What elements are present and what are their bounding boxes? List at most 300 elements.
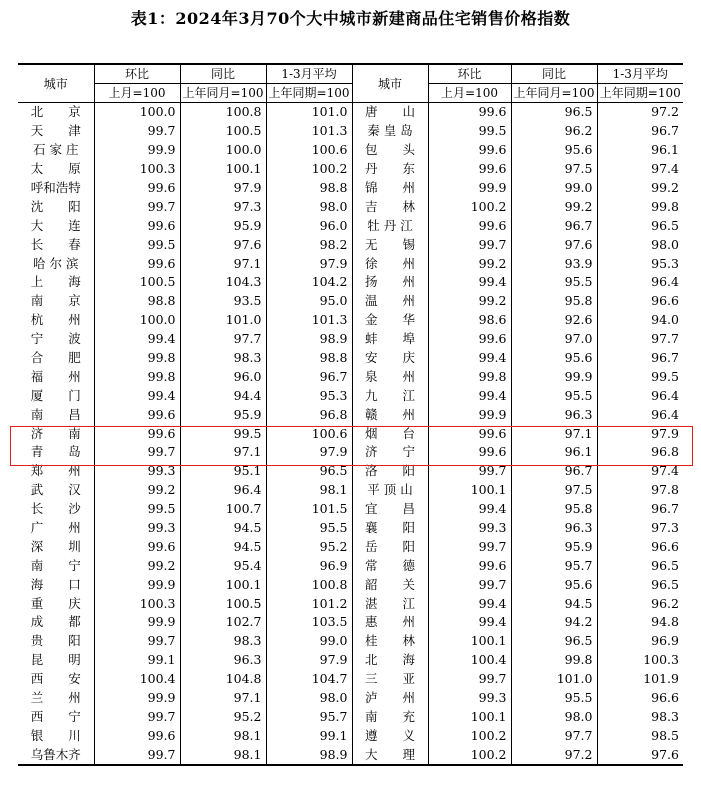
mom-value-right: 99.6 <box>428 160 511 179</box>
yoy-value-left: 100.0 <box>180 141 266 160</box>
avg-value-right: 96.2 <box>597 594 683 613</box>
yoy-value-right: 95.5 <box>511 689 597 708</box>
city-name-right: 湛 江 <box>352 594 428 613</box>
table-row <box>18 745 683 765</box>
avg-value-right: 98.5 <box>597 726 683 745</box>
yoy-value-left: 94.5 <box>180 519 266 538</box>
yoy-value-left: 98.3 <box>180 632 266 651</box>
yoy-value-right: 97.1 <box>511 424 597 443</box>
mom-value-left: 100.0 <box>94 103 180 122</box>
mom-value-left: 99.3 <box>94 462 180 481</box>
avg-value-left: 96.9 <box>266 556 352 575</box>
avg-value-right: 94.8 <box>597 613 683 632</box>
avg-value-left: 100.6 <box>266 424 352 443</box>
city-name-right: 锦 州 <box>352 179 428 198</box>
city-name-left: 昆 明 <box>30 652 81 668</box>
city-name-left: 北 京 <box>30 104 81 120</box>
table-row <box>18 386 683 405</box>
avg-value-left: 95.3 <box>266 386 352 405</box>
avg-value-left: 104.7 <box>266 670 352 689</box>
city-name-left: 南 宁 <box>30 557 81 573</box>
price-index-table <box>18 63 683 766</box>
yoy-value-left: 93.5 <box>180 292 266 311</box>
table-row <box>18 179 683 198</box>
yoy-value-right: 92.6 <box>511 311 597 330</box>
table-title: 表1：2024年3月70个大中城市新建商品住宅销售价格指数 <box>130 9 571 28</box>
mom-value-right: 100.2 <box>428 745 511 765</box>
yoy-value-right: 101.0 <box>511 670 597 689</box>
avg-value-left: 96.5 <box>266 462 352 481</box>
yoy-value-left: 100.7 <box>180 500 266 519</box>
mom-value-left: 99.4 <box>94 330 180 349</box>
yoy-value-right: 95.8 <box>511 500 597 519</box>
header-yoy-right: 同比 <box>511 64 597 84</box>
table-row <box>18 613 683 632</box>
avg-value-right: 101.9 <box>597 670 683 689</box>
table-row <box>18 670 683 689</box>
avg-value-left: 103.5 <box>266 613 352 632</box>
avg-value-left: 104.2 <box>266 273 352 292</box>
yoy-value-left: 96.4 <box>180 481 266 500</box>
city-name-right: 金 华 <box>352 311 428 330</box>
mom-value-left: 99.5 <box>94 235 180 254</box>
yoy-value-right: 94.2 <box>511 613 597 632</box>
city-name-left: 沈 阳 <box>30 198 81 214</box>
mom-value-left: 99.7 <box>94 708 180 727</box>
avg-value-right: 96.9 <box>597 632 683 651</box>
avg-value-right: 96.5 <box>597 556 683 575</box>
city-name-right: 包 头 <box>352 141 428 160</box>
city-name-left: 郑 州 <box>30 463 81 479</box>
table-row <box>18 689 683 708</box>
avg-value-right: 96.6 <box>597 537 683 556</box>
yoy-value-right: 96.5 <box>511 103 597 122</box>
yoy-value-right: 96.2 <box>511 122 597 141</box>
yoy-value-left: 104.8 <box>180 670 266 689</box>
avg-value-left: 100.6 <box>266 141 352 160</box>
city-name-left: 厦 门 <box>30 387 81 403</box>
city-name-right: 三 亚 <box>352 670 428 689</box>
mom-value-right: 100.1 <box>428 708 511 727</box>
mom-value-right: 99.7 <box>428 575 511 594</box>
yoy-value-left: 96.3 <box>180 651 266 670</box>
yoy-value-left: 97.1 <box>180 443 266 462</box>
mom-value-left: 99.7 <box>94 197 180 216</box>
mom-value-right: 100.2 <box>428 726 511 745</box>
mom-value-left: 99.4 <box>94 386 180 405</box>
yoy-value-left: 95.1 <box>180 462 266 481</box>
table-row <box>18 349 683 368</box>
avg-value-right: 96.6 <box>597 689 683 708</box>
yoy-value-right: 99.2 <box>511 197 597 216</box>
avg-value-right: 98.3 <box>597 708 683 727</box>
yoy-value-right: 97.5 <box>511 481 597 500</box>
mom-value-right: 99.7 <box>428 537 511 556</box>
table-row <box>18 443 683 462</box>
avg-value-right: 96.1 <box>597 141 683 160</box>
city-name-left: 天 津 <box>30 123 81 139</box>
city-name-left: 福 州 <box>30 368 81 384</box>
avg-value-left: 99.0 <box>266 632 352 651</box>
city-name-left: 西 安 <box>30 671 81 687</box>
mom-value-left: 99.7 <box>94 122 180 141</box>
city-name-right: 徐 州 <box>352 254 428 273</box>
avg-value-left: 96.8 <box>266 405 352 424</box>
city-name-right: 赣 州 <box>352 405 428 424</box>
avg-value-left: 95.5 <box>266 519 352 538</box>
avg-value-left: 97.9 <box>266 254 352 273</box>
city-name-left: 南 京 <box>30 293 81 309</box>
yoy-value-left: 96.0 <box>180 367 266 386</box>
avg-value-right: 97.4 <box>597 462 683 481</box>
avg-value-right: 96.5 <box>597 216 683 235</box>
yoy-value-left: 97.1 <box>180 689 266 708</box>
table-row <box>18 405 683 424</box>
mom-value-left: 99.9 <box>94 613 180 632</box>
city-name-right: 牡 丹 江 <box>352 216 428 235</box>
avg-value-right: 96.4 <box>597 405 683 424</box>
avg-value-right: 100.3 <box>597 651 683 670</box>
table-row <box>18 726 683 745</box>
table-row <box>18 594 683 613</box>
yoy-value-right: 96.7 <box>511 216 597 235</box>
city-name-left: 长 沙 <box>30 501 81 517</box>
avg-value-left: 100.2 <box>266 160 352 179</box>
table-row <box>18 632 683 651</box>
table-row <box>18 160 683 179</box>
city-name-right: 泉 州 <box>352 367 428 386</box>
mom-value-left: 99.7 <box>94 632 180 651</box>
yoy-value-right: 99.0 <box>511 179 597 198</box>
yoy-value-right: 95.5 <box>511 386 597 405</box>
table-row <box>18 122 683 141</box>
mom-value-right: 99.4 <box>428 273 511 292</box>
avg-value-right: 94.0 <box>597 311 683 330</box>
mom-value-right: 99.6 <box>428 443 511 462</box>
city-name-right: 北 海 <box>352 651 428 670</box>
table-row <box>18 556 683 575</box>
avg-value-left: 98.0 <box>266 197 352 216</box>
avg-value-right: 99.2 <box>597 179 683 198</box>
mom-value-right: 99.4 <box>428 386 511 405</box>
table-row <box>18 330 683 349</box>
mom-value-right: 99.4 <box>428 500 511 519</box>
city-name-right: 扬 州 <box>352 273 428 292</box>
header-avg-base-left: 上年同期=100 <box>266 84 352 103</box>
yoy-value-left: 98.1 <box>180 745 266 765</box>
table-row <box>18 708 683 727</box>
header-city-left: 城市 <box>18 64 94 103</box>
avg-value-left: 98.8 <box>266 179 352 198</box>
mom-value-left: 100.4 <box>94 670 180 689</box>
avg-value-left: 96.0 <box>266 216 352 235</box>
mom-value-right: 99.2 <box>428 292 511 311</box>
header-mom-left: 环比 <box>94 64 180 84</box>
yoy-value-right: 95.6 <box>511 141 597 160</box>
city-name-right: 泸 州 <box>352 689 428 708</box>
yoy-value-right: 94.5 <box>511 594 597 613</box>
mom-value-left: 99.9 <box>94 575 180 594</box>
yoy-value-left: 100.1 <box>180 575 266 594</box>
city-name-left: 乌鲁木齐 <box>30 746 81 762</box>
city-name-left: 广 州 <box>30 520 81 536</box>
yoy-value-right: 97.5 <box>511 160 597 179</box>
yoy-value-left: 94.4 <box>180 386 266 405</box>
yoy-value-right: 96.1 <box>511 443 597 462</box>
mom-value-right: 100.4 <box>428 651 511 670</box>
yoy-value-left: 97.6 <box>180 235 266 254</box>
yoy-value-left: 95.2 <box>180 708 266 727</box>
avg-value-left: 96.7 <box>266 367 352 386</box>
avg-value-right: 95.3 <box>597 254 683 273</box>
city-name-right: 平 顶 山 <box>352 481 428 500</box>
mom-value-left: 99.3 <box>94 519 180 538</box>
header-mom-right: 环比 <box>428 64 511 84</box>
city-name-left: 大 连 <box>30 217 81 233</box>
city-name-left: 成 都 <box>30 614 81 630</box>
mom-value-right: 99.7 <box>428 670 511 689</box>
mom-value-left: 100.0 <box>94 311 180 330</box>
city-name-right: 常 德 <box>352 556 428 575</box>
mom-value-left: 99.6 <box>94 424 180 443</box>
mom-value-left: 99.2 <box>94 556 180 575</box>
city-name-right: 大 理 <box>352 745 428 765</box>
yoy-value-right: 93.9 <box>511 254 597 273</box>
avg-value-right: 96.4 <box>597 386 683 405</box>
table-row <box>18 311 683 330</box>
avg-value-right: 96.7 <box>597 500 683 519</box>
mom-value-left: 99.6 <box>94 537 180 556</box>
city-name-right: 惠 州 <box>352 613 428 632</box>
mom-value-left: 99.2 <box>94 481 180 500</box>
table-row <box>18 519 683 538</box>
city-name-right: 唐 山 <box>352 103 428 122</box>
header-mom-base-left: 上月=100 <box>94 84 180 103</box>
yoy-value-right: 97.0 <box>511 330 597 349</box>
avg-value-right: 96.7 <box>597 122 683 141</box>
avg-value-left: 101.2 <box>266 594 352 613</box>
mom-value-right: 99.9 <box>428 405 511 424</box>
avg-value-left: 95.2 <box>266 537 352 556</box>
mom-value-left: 99.8 <box>94 367 180 386</box>
avg-value-left: 99.1 <box>266 726 352 745</box>
mom-value-right: 99.5 <box>428 122 511 141</box>
yoy-value-left: 102.7 <box>180 613 266 632</box>
mom-value-left: 98.8 <box>94 292 180 311</box>
avg-value-right: 97.7 <box>597 330 683 349</box>
avg-value-right: 96.8 <box>597 443 683 462</box>
avg-value-left: 98.2 <box>266 235 352 254</box>
mom-value-left: 99.8 <box>94 349 180 368</box>
mom-value-right: 99.9 <box>428 179 511 198</box>
city-name-left: 贵 阳 <box>30 633 81 649</box>
header-yoy-base-right: 上年同月=100 <box>511 84 597 103</box>
yoy-value-left: 98.1 <box>180 726 266 745</box>
avg-value-left: 98.1 <box>266 481 352 500</box>
city-name-right: 宜 昌 <box>352 500 428 519</box>
city-name-right: 南 充 <box>352 708 428 727</box>
city-name-left: 济 南 <box>30 425 81 441</box>
yoy-value-right: 98.0 <box>511 708 597 727</box>
mom-value-right: 99.6 <box>428 556 511 575</box>
avg-value-right: 97.2 <box>597 103 683 122</box>
yoy-value-right: 96.3 <box>511 405 597 424</box>
yoy-value-right: 97.2 <box>511 745 597 765</box>
city-name-right: 无 锡 <box>352 235 428 254</box>
avg-value-left: 97.9 <box>266 651 352 670</box>
table-row <box>18 197 683 216</box>
mom-value-left: 99.6 <box>94 405 180 424</box>
mom-value-left: 99.1 <box>94 651 180 670</box>
avg-value-left: 100.8 <box>266 575 352 594</box>
avg-value-left: 97.9 <box>266 443 352 462</box>
city-name-left: 呼和浩特 <box>30 180 81 195</box>
yoy-value-right: 99.8 <box>511 651 597 670</box>
yoy-value-right: 95.6 <box>511 349 597 368</box>
avg-value-right: 97.6 <box>597 745 683 765</box>
avg-value-right: 99.8 <box>597 197 683 216</box>
yoy-value-left: 100.1 <box>180 160 266 179</box>
yoy-value-left: 97.9 <box>180 179 266 198</box>
avg-value-right: 96.5 <box>597 575 683 594</box>
mom-value-right: 99.7 <box>428 235 511 254</box>
mom-value-right: 99.3 <box>428 689 511 708</box>
mom-value-right: 99.6 <box>428 330 511 349</box>
yoy-value-left: 101.0 <box>180 311 266 330</box>
mom-value-right: 100.1 <box>428 632 511 651</box>
avg-value-right: 96.7 <box>597 349 683 368</box>
mom-value-right: 99.8 <box>428 367 511 386</box>
table-row <box>18 103 683 122</box>
header-avg-left: 1-3月平均 <box>266 64 352 84</box>
yoy-value-left: 100.5 <box>180 594 266 613</box>
mom-value-left: 99.6 <box>94 179 180 198</box>
mom-value-left: 99.6 <box>94 216 180 235</box>
city-name-right: 韶 关 <box>352 575 428 594</box>
mom-value-right: 100.1 <box>428 481 511 500</box>
avg-value-left: 98.9 <box>266 330 352 349</box>
city-name-left: 西 宁 <box>30 708 81 724</box>
yoy-value-left: 95.9 <box>180 405 266 424</box>
city-name-left: 深 圳 <box>30 538 81 554</box>
city-name-left: 银 川 <box>30 727 81 743</box>
header-yoy-left: 同比 <box>180 64 266 84</box>
mom-value-left: 99.9 <box>94 689 180 708</box>
yoy-value-left: 94.5 <box>180 537 266 556</box>
yoy-value-right: 96.5 <box>511 632 597 651</box>
city-name-left: 太 原 <box>30 161 81 177</box>
mom-value-left: 100.5 <box>94 273 180 292</box>
yoy-value-right: 99.9 <box>511 367 597 386</box>
city-name-right: 吉 林 <box>352 197 428 216</box>
mom-value-left: 99.6 <box>94 726 180 745</box>
city-name-left: 合 肥 <box>30 350 81 366</box>
header-avg-right: 1-3月平均 <box>597 64 683 84</box>
avg-value-left: 98.0 <box>266 689 352 708</box>
city-name-right: 温 州 <box>352 292 428 311</box>
table-body <box>18 103 683 766</box>
city-name-right: 桂 林 <box>352 632 428 651</box>
city-name-right: 烟 台 <box>352 424 428 443</box>
yoy-value-left: 100.8 <box>180 103 266 122</box>
city-name-left: 兰 州 <box>30 690 81 706</box>
city-name-left: 南 昌 <box>30 406 81 422</box>
mom-value-right: 99.4 <box>428 349 511 368</box>
city-name-left: 杭 州 <box>30 312 81 328</box>
yoy-value-left: 104.3 <box>180 273 266 292</box>
mom-value-right: 99.3 <box>428 519 511 538</box>
table-row <box>18 273 683 292</box>
header-yoy-base-left: 上年同月=100 <box>180 84 266 103</box>
table-row <box>18 424 683 443</box>
city-name-right: 岳 阳 <box>352 537 428 556</box>
yoy-value-left: 97.7 <box>180 330 266 349</box>
city-name-left: 哈 尔 滨 <box>33 255 79 271</box>
mom-value-left: 99.6 <box>94 254 180 273</box>
table-row <box>18 254 683 273</box>
yoy-value-right: 95.9 <box>511 537 597 556</box>
mom-value-left: 100.3 <box>94 594 180 613</box>
city-name-right: 遵 义 <box>352 726 428 745</box>
city-name-right: 丹 东 <box>352 160 428 179</box>
mom-value-right: 99.6 <box>428 424 511 443</box>
city-name-left: 宁 波 <box>30 331 81 347</box>
yoy-value-right: 95.6 <box>511 575 597 594</box>
city-name-left: 青 岛 <box>30 444 81 460</box>
city-name-right: 洛 阳 <box>352 462 428 481</box>
avg-value-right: 97.9 <box>597 424 683 443</box>
header-city-right: 城市 <box>352 64 428 103</box>
avg-value-left: 101.3 <box>266 311 352 330</box>
mom-value-right: 99.4 <box>428 613 511 632</box>
city-name-left: 海 口 <box>30 576 81 592</box>
avg-value-left: 101.0 <box>266 103 352 122</box>
city-name-left: 武 汉 <box>30 482 81 498</box>
avg-value-left: 101.5 <box>266 500 352 519</box>
yoy-value-left: 97.3 <box>180 197 266 216</box>
mom-value-right: 99.2 <box>428 254 511 273</box>
table-row <box>18 481 683 500</box>
table-row <box>18 575 683 594</box>
yoy-value-left: 99.5 <box>180 424 266 443</box>
header-mom-base-right: 上月=100 <box>428 84 511 103</box>
yoy-value-right: 95.8 <box>511 292 597 311</box>
table-row <box>18 235 683 254</box>
table-row <box>18 537 683 556</box>
avg-value-right: 99.5 <box>597 367 683 386</box>
yoy-value-right: 97.7 <box>511 726 597 745</box>
avg-value-right: 97.3 <box>597 519 683 538</box>
mom-value-left: 99.9 <box>94 141 180 160</box>
yoy-value-left: 95.9 <box>180 216 266 235</box>
avg-value-left: 101.3 <box>266 122 352 141</box>
table-row <box>18 462 683 481</box>
yoy-value-left: 97.1 <box>180 254 266 273</box>
mom-value-right: 99.6 <box>428 103 511 122</box>
city-name-right: 秦 皇 岛 <box>352 122 428 141</box>
mom-value-right: 100.2 <box>428 197 511 216</box>
avg-value-left: 98.9 <box>266 745 352 765</box>
city-name-right: 蚌 埠 <box>352 330 428 349</box>
yoy-value-right: 96.3 <box>511 519 597 538</box>
yoy-value-left: 98.3 <box>180 349 266 368</box>
city-name-left: 长 春 <box>30 236 81 252</box>
avg-value-right: 97.4 <box>597 160 683 179</box>
avg-value-right: 97.8 <box>597 481 683 500</box>
yoy-value-right: 95.7 <box>511 556 597 575</box>
mom-value-right: 98.6 <box>428 311 511 330</box>
table-row <box>18 292 683 311</box>
